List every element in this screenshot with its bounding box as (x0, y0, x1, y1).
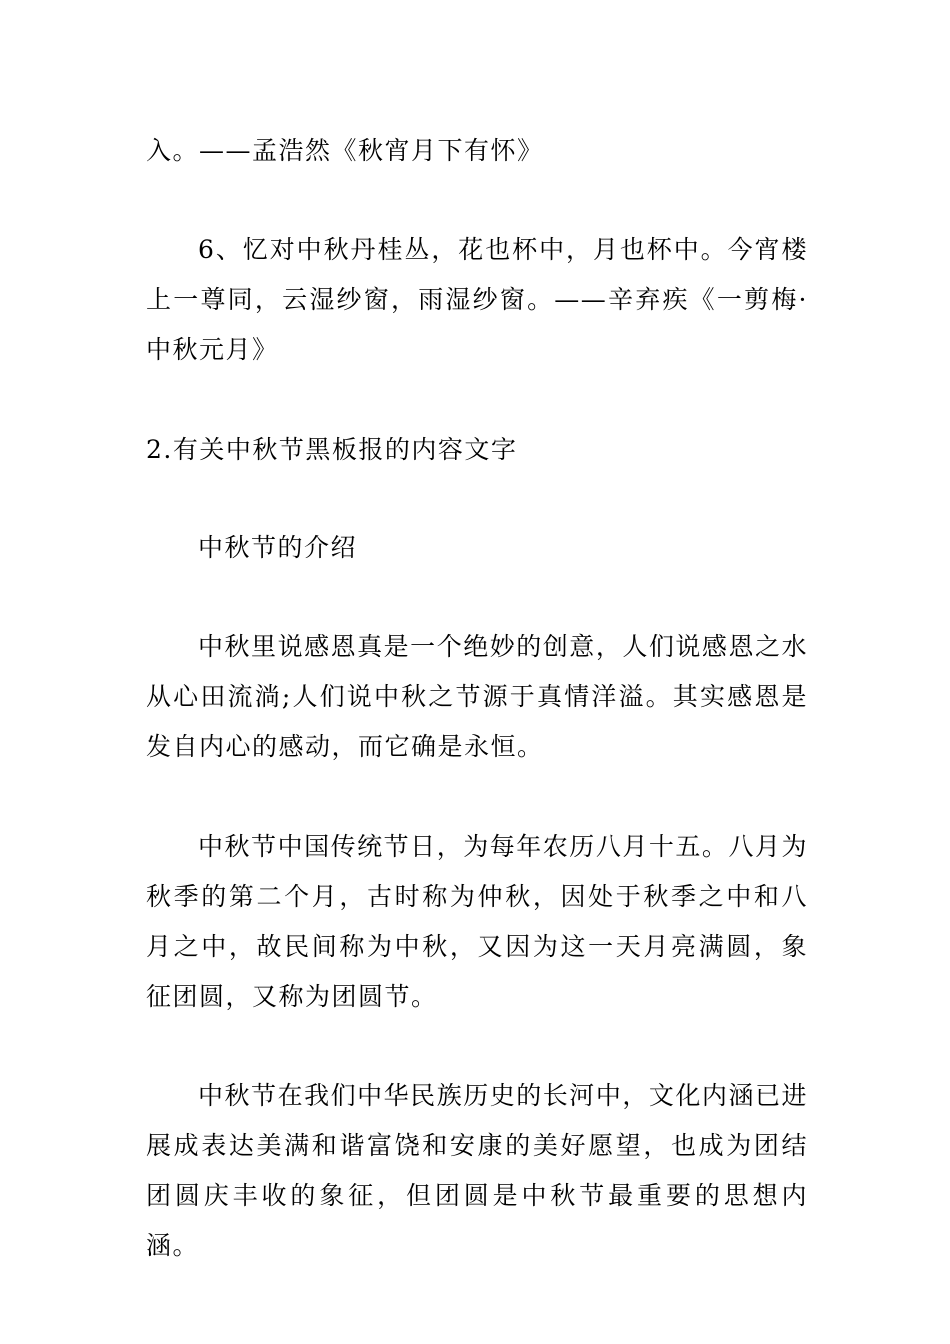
section-heading: 2.有关中秋节黑板报的内容文字 (146, 435, 518, 464)
subsection-title: 中秋节的介绍 (198, 533, 358, 562)
poem-continuation-paragraph: 入。——孟浩然《秋宵月下有怀》 (146, 136, 544, 165)
poem-item-6-paragraph: 6、忆对中秋丹桂丛，花也杯中，月也杯中。今宵楼上一尊同，云湿纱窗，雨湿纱窗。——辛弃疾《一剪梅·中秋元月》 (146, 235, 808, 364)
body-paragraph-gratitude: 中秋里说感恩真是一个绝妙的创意，人们说感恩之水从心田流淌;人们说中秋之节源于真情洋溢。其实感恩是发自内心的感动，而它确是永恒。 (146, 632, 808, 761)
body-paragraph-cultural-meaning: 中秋节在我们中华民族历史的长河中，文化内涵已进展成表达美满和谐富饶和安康的美好愿望，也成为团结团圆庆丰收的象征，但团圆是中秋节最重要的思想内涵。 (146, 1081, 808, 1260)
body-paragraph-festival-origin: 中秋节中国传统节日，为每年农历八月十五。八月为秋季的第二个月，古时称为仲秋，因处于秋季之中和八月之中，故民间称为中秋，又因为这一天月亮满圆，象征团圆，又称为团圆节。 (146, 832, 808, 1011)
